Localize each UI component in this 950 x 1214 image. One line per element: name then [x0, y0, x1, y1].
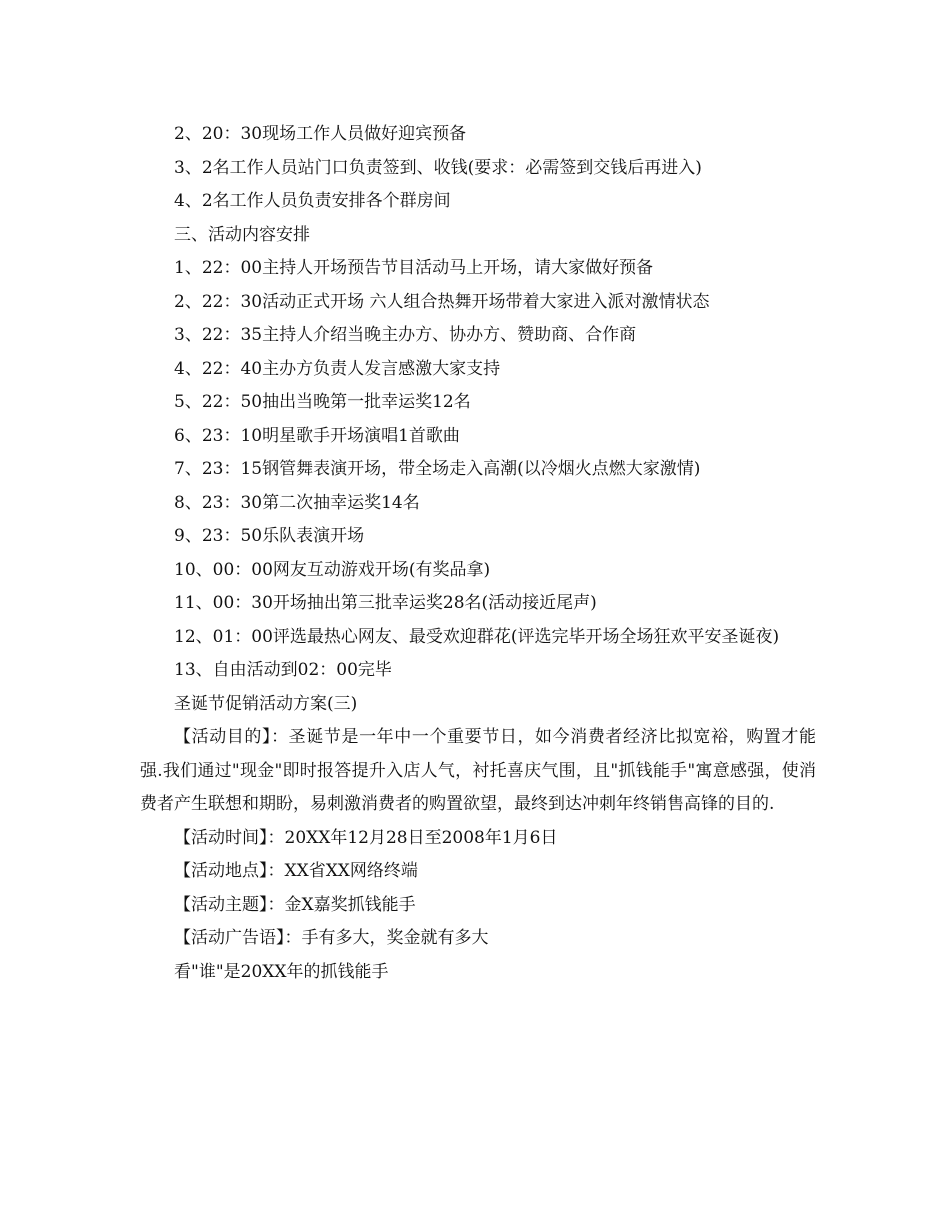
paragraph: 5、22：50抽出当晚第一批幸运奖12名 — [174, 392, 471, 412]
paragraph: 11、00：30开场抽出第三批幸运奖28名(活动接近尾声) — [174, 593, 597, 613]
paragraph: 10、00：00网友互动游戏开场(有奖品拿) — [174, 559, 491, 580]
paragraph: 2、22：30活动正式开场 六人组合热舞开场带着大家进入派对激情状态 — [174, 291, 710, 312]
paragraph: 8、23：30第二次抽幸运奖14名 — [174, 492, 420, 513]
paragraph: 6、23：10明星歌手开场演唱1首歌曲 — [174, 425, 460, 446]
paragraph: 3、22：35主持人介绍当晚主办方、协办方、赞助商、合作商 — [174, 325, 637, 345]
paragraph: 1、22：00主持人开场预告节目活动马上开场，请大家做好预备 — [174, 258, 654, 278]
document-body — [140, 118, 816, 989]
paragraph: 【活动地点】：XX省XX网络终端 — [174, 861, 418, 881]
paragraph: 【活动目的】：圣诞节是一年中一个重要节日，如今消费者经济比拟宽裕，购置才能强.我们通过"现金"即时报答提升入店人气，衬托喜庆气围，且"抓钱能手"寓意感强，使消费者产生联想和期盼，易刺激消费者的购置欲望，最终到达冲刺年终销售高锋的目的. — [140, 727, 816, 814]
paragraph: 【活动时间】：20XX年12月28日至2008年1月6日 — [174, 827, 558, 848]
paragraph: 9、23：50乐队表演开场 — [174, 526, 365, 546]
section-heading: 圣诞节促销活动方案(三) — [174, 693, 358, 714]
paragraph: 4、22：40主办方负责人发言感激大家支持 — [174, 358, 501, 379]
paragraph: 【活动主题】：金X嘉奖抓钱能手 — [174, 894, 416, 915]
paragraph: 2、20：30现场工作人员做好迎宾预备 — [174, 124, 467, 144]
paragraph: 4、2名工作人员负责安排各个群房间 — [174, 191, 451, 211]
paragraph: 12、01：00评选最热心网友、最受欢迎群花(评选完毕开场全场狂欢平安圣诞夜) — [174, 626, 780, 647]
paragraph: 13、自由活动到02：00完毕 — [174, 660, 392, 680]
section-heading: 三、活动内容安排 — [174, 224, 310, 245]
paragraph: 7、23：15钢管舞表演开场，带全场走入高潮(以冷烟火点燃大家激情) — [174, 459, 701, 479]
paragraph: 3、2名工作人员站门口负责签到、收钱(要求：必需签到交钱后再进入) — [174, 157, 702, 178]
paragraph: 看"谁"是20XX年的抓钱能手 — [174, 961, 389, 982]
paragraph: 【活动广告语】：手有多大，奖金就有多大 — [174, 928, 489, 948]
